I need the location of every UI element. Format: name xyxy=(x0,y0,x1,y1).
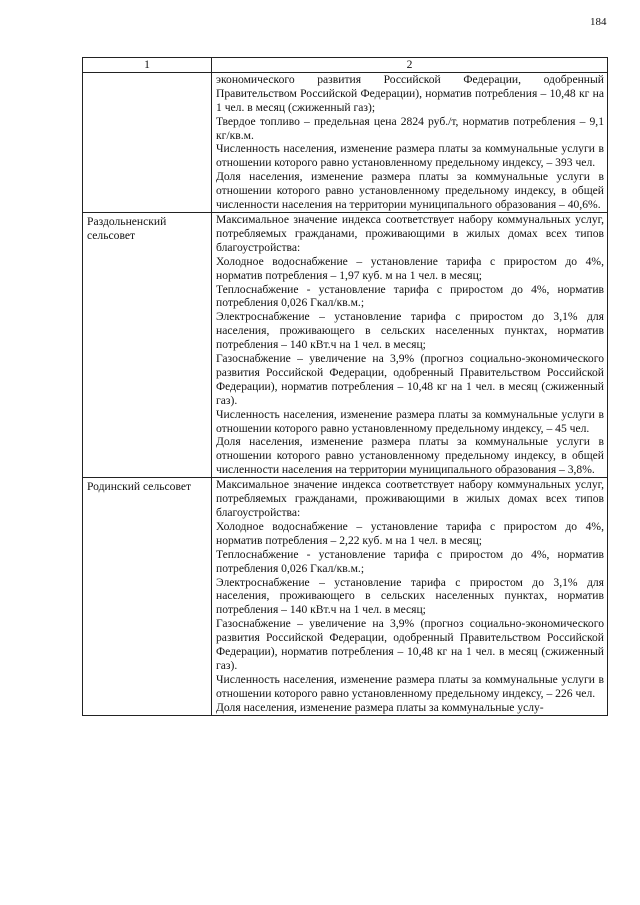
header-row xyxy=(83,58,608,73)
description-paragraph: Доля населения, изменение размера платы за коммунальные услуги в отношении которого равно установленному предельному индексу, в общей численности населения на территории муниципального образования – 40,6%. xyxy=(216,170,604,212)
municipality-name xyxy=(83,72,212,212)
description-paragraph: Доля населения, изменение размера платы за коммунальные услу- xyxy=(216,700,544,714)
index-description xyxy=(212,212,608,477)
description-paragraph: экономического развития Российской Федерации, одобренный Правительством Российской Федерации), норматив потребления – 10,48 кг на 1 чел. в месяц (сжиженный газ); xyxy=(216,72,604,114)
description-paragraph: Газоснабжение – увеличение на 3,9% (прогноз социально-экономического развития Российской Федерации, одобренный Правительством Российской Федерации), норматив потребления – 10,48 кг на 1 чел. в месяц (сжиженный газ). xyxy=(216,352,604,407)
page-number: 184 xyxy=(590,16,607,28)
description-paragraph: Численность населения, изменение размера платы за коммунальные услуги в отношении которого равно установленному предельному индексу, – 226 чел. xyxy=(216,672,604,700)
table-row xyxy=(83,72,608,212)
description-paragraph: Электроснабжение – установление тарифа с приростом до 3,1% для населения, проживающего в сельских населенных пунктах, норматив потребления – 140 кВт.ч на 1 чел. в месяц; xyxy=(216,310,604,352)
index-description xyxy=(212,478,608,715)
description-paragraph: Холодное водоснабжение – установление тарифа с приростом до 4%, норматив потребления – 1,97 куб. м на 1 чел. в месяц; xyxy=(216,254,604,282)
description-paragraph: Твердое топливо – предельная цена 2824 руб./т, норматив потребления – 9,1 кг/кв.м. xyxy=(216,114,604,142)
municipality-name: Родинский сельсовет xyxy=(83,478,212,715)
header-col-1: 1 xyxy=(83,58,212,73)
description-paragraph: Газоснабжение – увеличение на 3,9% (прогноз социально-экономического развития Российской Федерации, одобренный Правительством Российской Федерации), норматив потребления – 10,48 кг на 1 чел. в месяц (сжиженный газ). xyxy=(216,617,604,672)
table-row xyxy=(83,212,608,477)
description-paragraph: Теплоснабжение - установление тарифа с приростом до 4%, норматив потребления 0,026 Гкал/кв.м.; xyxy=(216,282,604,310)
description-paragraph: Холодное водоснабжение – установление тарифа с приростом до 4%, норматив потребления – 2,22 куб. м на 1 чел. в месяц; xyxy=(216,519,604,547)
index-table xyxy=(82,57,608,716)
index-description xyxy=(212,72,608,212)
table-row xyxy=(83,478,608,715)
description-paragraph: Максимальное значение индекса соответствует набору коммунальных услуг, потребляемых гражданами, проживающими в жилых домах всех типов благоустройства: xyxy=(216,212,604,254)
header-col-2: 2 xyxy=(212,58,608,73)
description-paragraph: Численность населения, изменение размера платы за коммунальные услуги в отношении которого равно установленному предельному индексу, – 45 чел. xyxy=(216,407,604,435)
municipality-name: Раздольненский сельсовет xyxy=(83,212,212,477)
description-paragraph: Электроснабжение – установление тарифа с приростом до 3,1% для населения, проживающего в сельских населенных пунктах, норматив потребления – 140 кВт.ч на 1 чел. в месяц; xyxy=(216,575,604,617)
description-paragraph: Теплоснабжение - установление тарифа с приростом до 4%, норматив потребления 0,026 Гкал/кв.м.; xyxy=(216,547,604,575)
description-paragraph: Максимальное значение индекса соответствует набору коммунальных услуг, потребляемых гражданами, проживающими в жилых домах всех типов благоустройства: xyxy=(216,478,604,519)
description-paragraph: Численность населения, изменение размера платы за коммунальные услуги в отношении которого равно установленному предельному индексу, – 393 чел. xyxy=(216,142,604,170)
description-paragraph: Доля населения, изменение размера платы за коммунальные услуги в отношении которого равно установленному предельному индексу, в общей численности населения на территории муниципального образования – 3,8%. xyxy=(216,435,604,477)
